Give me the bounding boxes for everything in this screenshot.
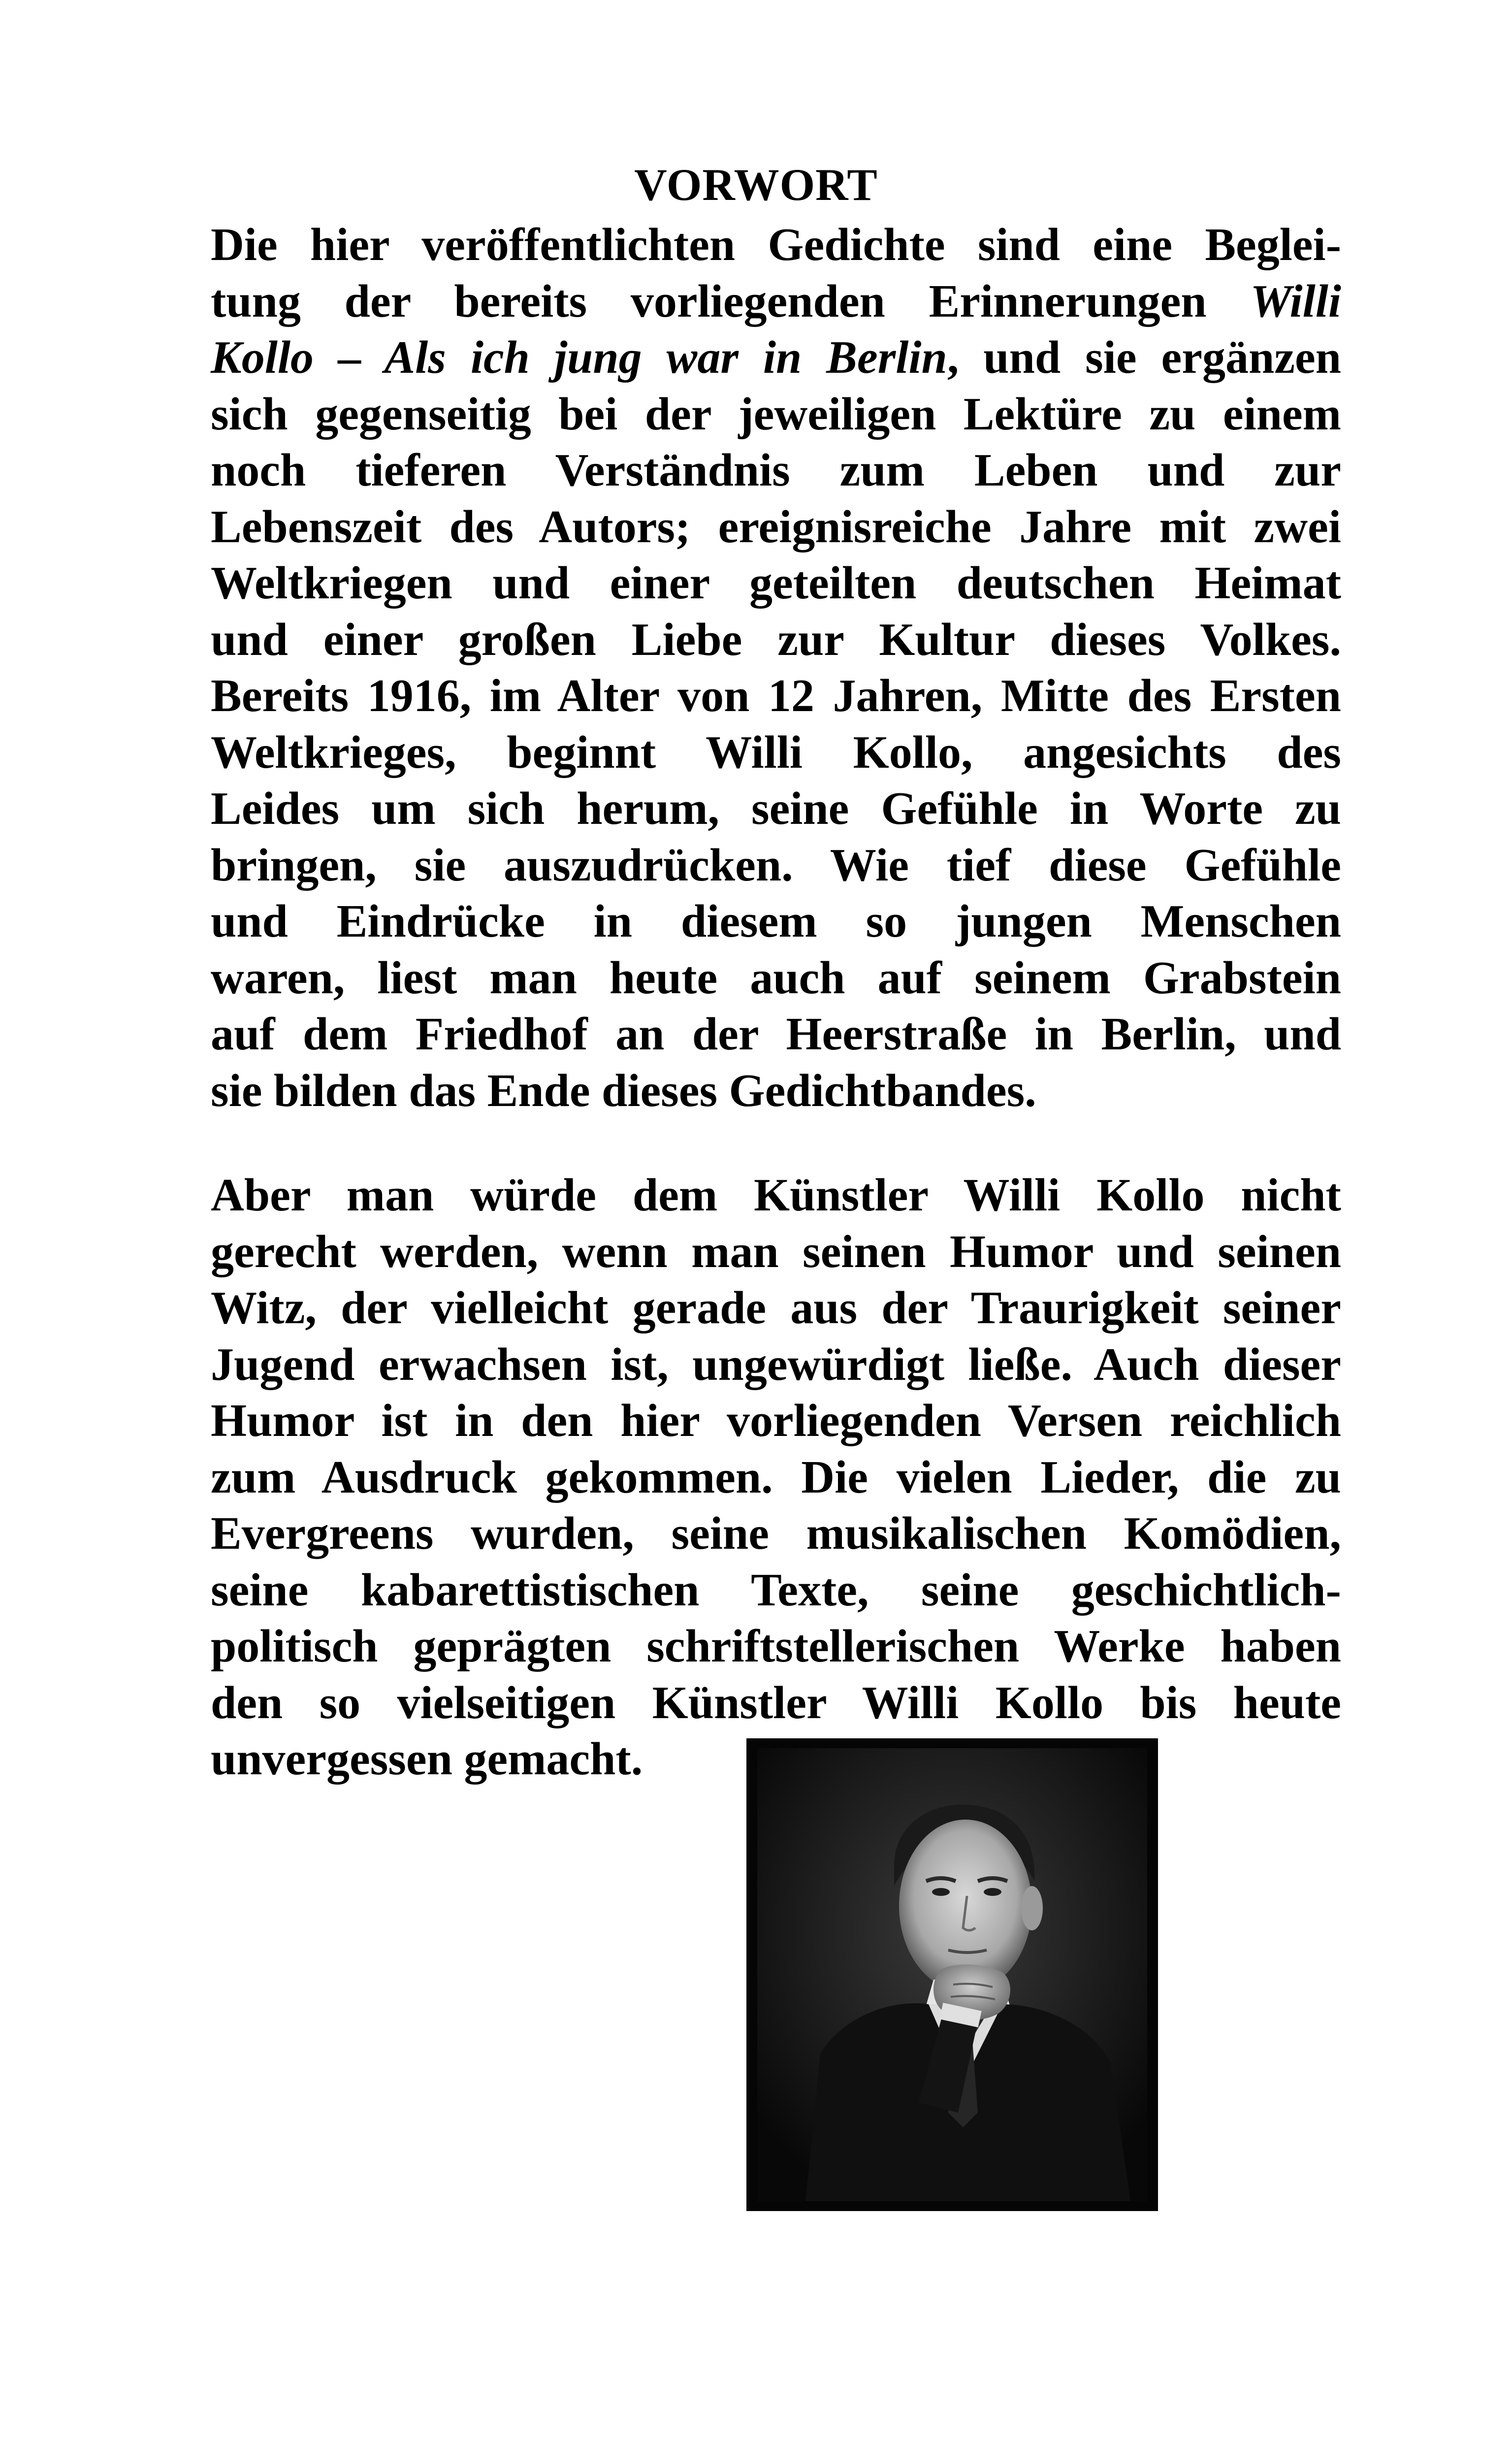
page-title: VORWORT [634, 160, 878, 210]
text-line-part: , und sie ergänzen [947, 332, 1342, 383]
author-portrait-photo [746, 1738, 1158, 2211]
book-title-italic: Kollo – Als ich jung war in Berlin [211, 332, 947, 383]
text-line: Humor ist in den hier vorliegenden Versen reichlich [211, 1395, 1341, 1446]
text-line: sie bilden das Ende dieses Gedichtbandes. [211, 1065, 1036, 1116]
text-line: gerecht werden, wenn man seinen Humor und seinen [211, 1226, 1341, 1277]
text-line: Bereits 1916, im Alter von 12 Jahren, Mitte des Ersten [211, 670, 1341, 721]
text-line [211, 273, 1341, 330]
book-title-italic: Willi [1250, 275, 1341, 327]
text-line-part: tung der bereits vorliegenden Erinnerungen [211, 275, 1251, 327]
paragraph-1 [211, 217, 1341, 1119]
text-line: Weltkriegen und einer geteilten deutschen Heimat [211, 557, 1341, 609]
text-line: Aber man würde dem Künstler Willi Kollo nicht [211, 1170, 1341, 1221]
portrait-illustration [746, 1738, 1158, 2211]
text-line: Weltkrieges, beginnt Willi Kollo, angesichts des [211, 726, 1341, 778]
text-line: und Eindrücke in diesem so jungen Menschen [211, 896, 1341, 947]
paragraph-2 [211, 1167, 1341, 1788]
text-line: auf dem Friedhof an der Heerstraße in Berlin, und [211, 1009, 1341, 1060]
text-line: Evergreens wurden, seine musikalischen Komödien, [211, 1508, 1341, 1559]
text-line: Witz, der vielleicht gerade aus der Traurigkeit seiner [211, 1282, 1341, 1334]
text-line: und einer großen Liebe zur Kultur dieses Volkes. [211, 614, 1341, 665]
text-line: den so vielseitigen Künstler Willi Kollo bis heute [211, 1677, 1341, 1728]
text-line: zum Ausdruck gekommen. Die vielen Lieder, die zu [211, 1451, 1341, 1503]
text-line: Leides um sich herum, seine Gefühle in Worte zu [211, 783, 1341, 834]
text-line: politisch geprägten schriftstellerischen Werke haben [211, 1621, 1341, 1672]
text-line: seine kabarettistischen Texte, seine geschichtlich- [211, 1564, 1341, 1616]
text-line: sich gegenseitig bei der jeweiligen Lektüre zu einem [211, 388, 1341, 440]
text-line: Jugend erwachsen ist, ungewürdigt ließe. Auch dieser [211, 1338, 1341, 1390]
text-line [211, 329, 1341, 386]
text-line: Die hier veröffentlichten Gedichte sind eine Beglei- [211, 219, 1341, 270]
text-line: bringen, sie auszudrücken. Wie tief diese Gefühle [211, 839, 1341, 891]
text-line: unvergessen gemacht. [211, 1733, 643, 1785]
text-line: noch tieferen Verständnis zum Leben und zur [211, 445, 1341, 496]
text-line: Lebenszeit des Autors; ereignisreiche Jahre mit zwei [211, 501, 1341, 553]
text-line: waren, liest man heute auch auf seinem Grabstein [211, 952, 1341, 1004]
